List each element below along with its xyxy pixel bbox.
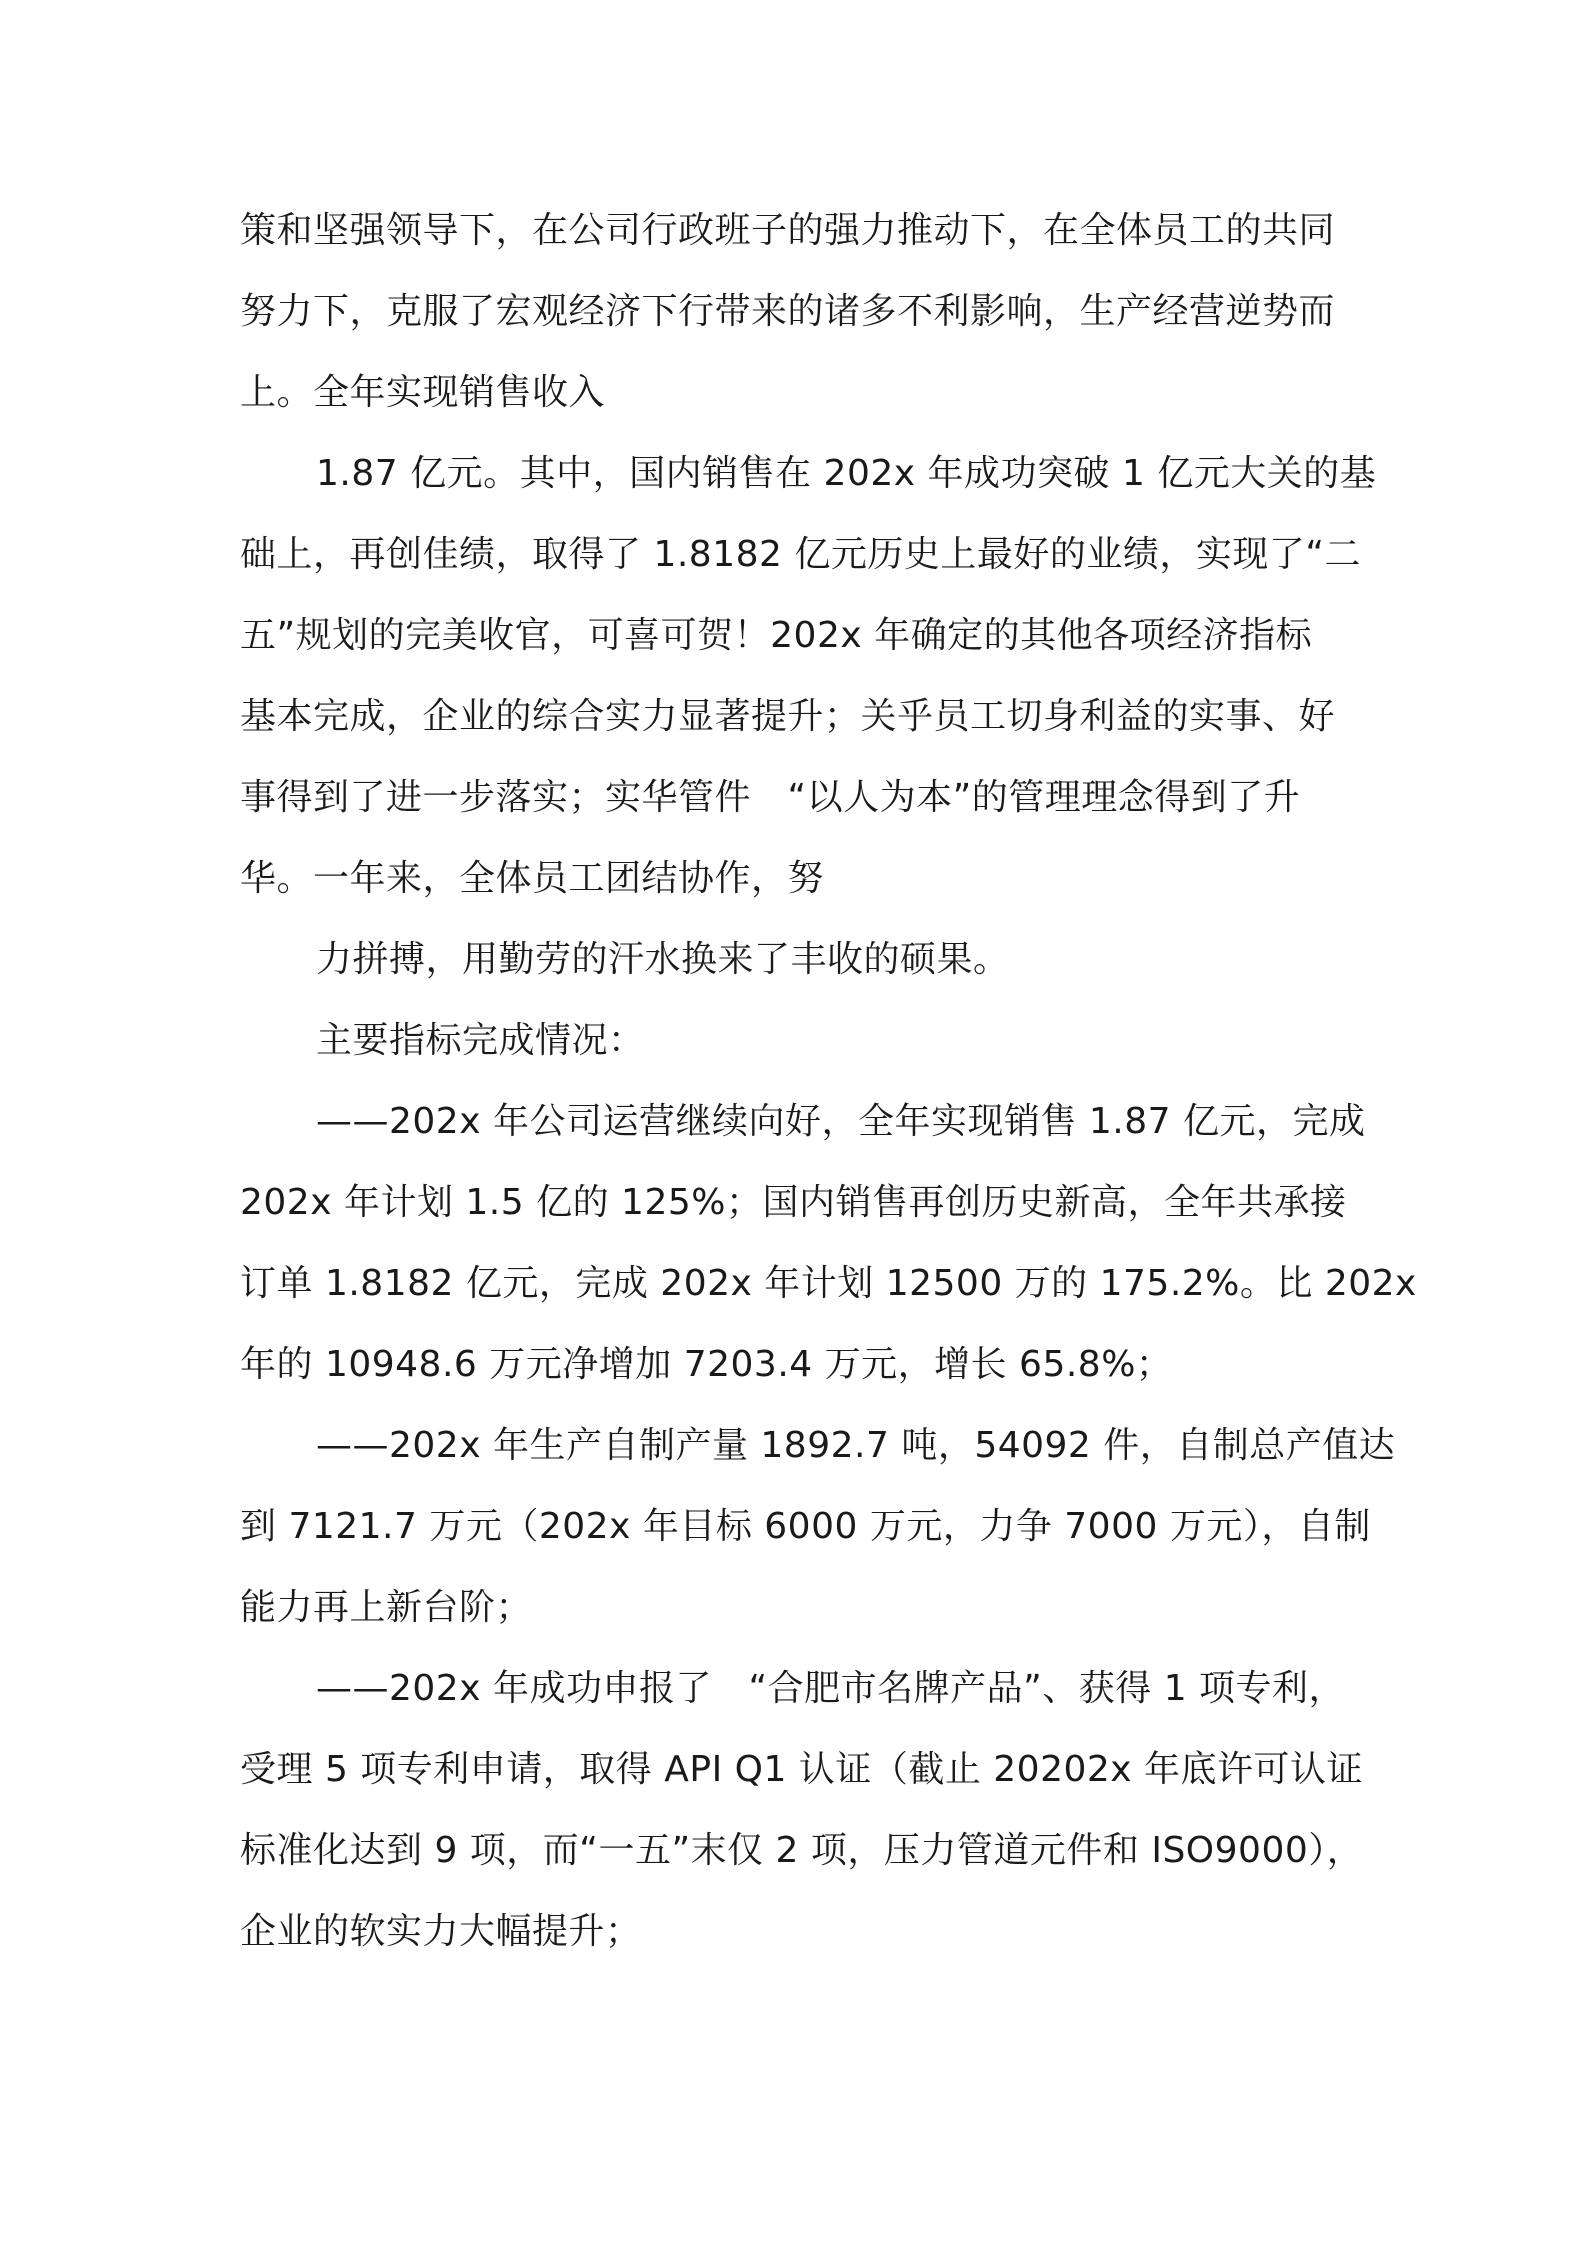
paragraph-line: 五”规划的完美收官，可喜可贺！202x 年确定的其他各项经济指标: [240, 615, 1313, 656]
paragraph-line: 华。一年来，全体员工团结协作，努: [240, 858, 825, 899]
document-body: [240, 190, 1417, 1972]
paragraph-line: 础上，再创佳绩，取得了 1.8182 亿元历史上最好的业绩，实现了“二: [240, 534, 1362, 575]
paragraph-line: ——202x 年生产自制产量 1892.7 吨，54092 件，自制总产值达: [316, 1425, 1396, 1466]
paragraph-line: 上。全年实现销售收入: [240, 372, 606, 413]
paragraph-line: ——202x 年成功申报了 “合肥市名牌产品”、获得 1 项专利，: [316, 1668, 1346, 1709]
paragraph-line: 力拼搏，用勤劳的汗水换来了丰收的硕果。: [316, 939, 1010, 980]
paragraph-line: 受理 5 项专利申请，取得 API Q1 认证（截止 20202x 年底许可认证: [240, 1749, 1364, 1790]
paragraph-line: ——202x 年公司运营继续向好，全年实现销售 1.87 亿元，完成: [316, 1101, 1366, 1142]
paragraph-line: 基本完成，企业的综合实力显著提升；关乎员工切身利益的实事、好: [240, 696, 1336, 737]
paragraph-line: 企业的软实力大幅提升；: [240, 1911, 642, 1952]
paragraph-line: 能力再上新台阶；: [240, 1587, 533, 1628]
paragraph-line: 1.87 亿元。其中，国内销售在 202x 年成功突破 1 亿元大关的基: [316, 453, 1377, 494]
paragraph-line: 标准化达到 9 项，而“一五”末仅 2 项，压力管道元件和 ISO9000），: [240, 1830, 1364, 1871]
paragraph-line: 订单 1.8182 亿元，完成 202x 年计划 12500 万的 175.2%。比 202x: [240, 1263, 1417, 1304]
paragraph-line: 事得到了进一步落实；实华管件 “以人为本”的管理理念得到了升: [240, 777, 1301, 818]
paragraph-line: 到 7121.7 万元（202x 年目标 6000 万元，力争 7000 万元），自制: [240, 1506, 1371, 1547]
paragraph-line: 努力下，克服了宏观经济下行带来的诸多不利影响，生产经营逆势而: [240, 291, 1336, 332]
paragraph-line: 年的 10948.6 万元净增加 7203.4 万元，增长 65.8%；: [240, 1344, 1173, 1385]
paragraph-line: 202x 年计划 1.5 亿的 125%；国内销售再创历史新高，全年共承接: [240, 1182, 1347, 1223]
paragraph-line: 策和坚强领导下，在公司行政班子的强力推动下，在全体员工的共同: [240, 210, 1336, 251]
section-heading: 主要指标完成情况：: [316, 1020, 645, 1061]
